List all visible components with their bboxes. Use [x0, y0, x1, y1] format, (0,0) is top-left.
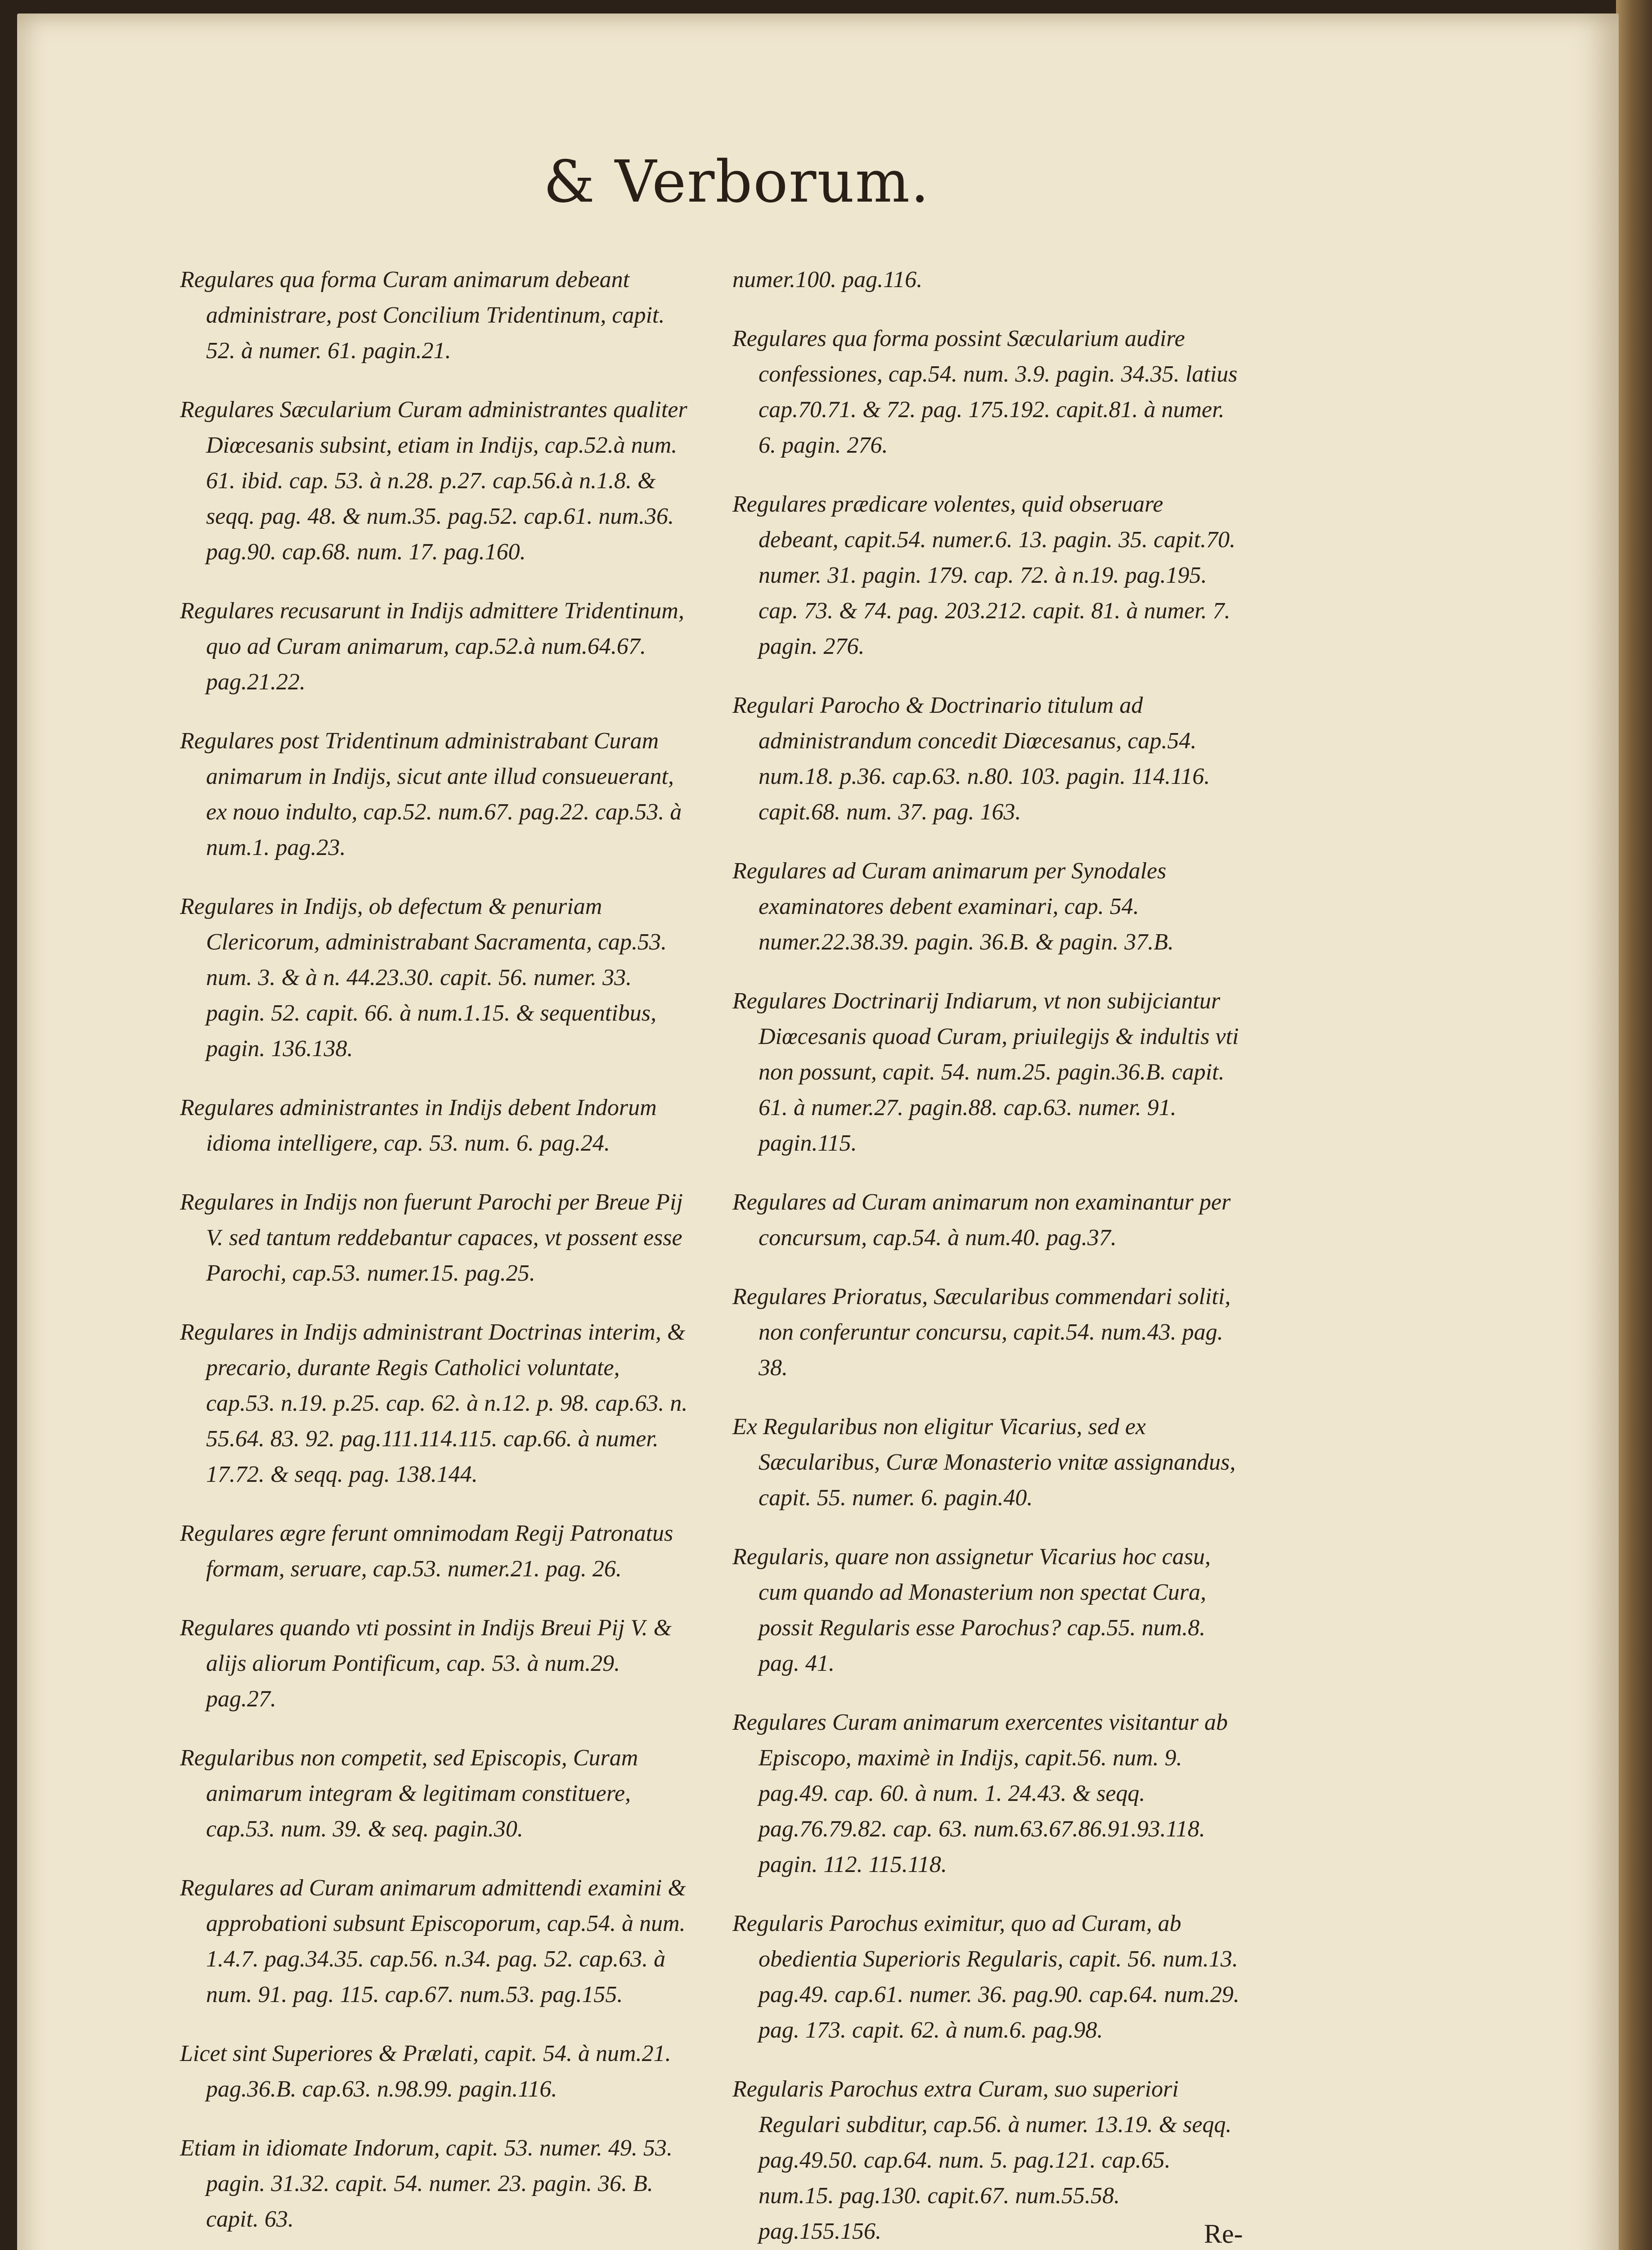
book-page [17, 14, 1619, 2250]
index-entry: Regulares in Indijs administrant Doctrinas interim, & precario, durante Regis Catholici voluntate, cap.53. n.19. p.25. cap. 62. à n.12. p. 98. cap.63. n. 55.64. 83. 92. pag.111.114.115. cap.66. à numer. 17.72. & seqq. pag. 138.144. [180, 1319, 688, 1487]
page-title: & Verborum. [543, 148, 930, 216]
index-entry: Regulares recusarunt in Indijs admittere Tridentinum, quo ad Curam animarum, cap.52.à num.64.67. pag.21.22. [180, 598, 684, 695]
index-entry: Licet sint Superiores & Prælati, capit. 54. à num.21. pag.36.B. cap.63. n.98.99. pagin.116. [180, 2041, 671, 2102]
catchword: Re- [1204, 2219, 1243, 2249]
index-entry: Regulares Doctrinarij Indiarum, vt non subijciantur Diœcesanis quoad Curam, priuilegijs & indultis vti non possunt, capit. 54. num.25. pagin.36.B. capit. 61. à numer.27. pagin.88. cap.63. numer. 91. pagin.115. [732, 988, 1239, 1156]
index-entry: Regulares in Indijs non fuerunt Parochi per Breue Pij V. sed tantum reddebantur capaces, vt possent esse Parochi, cap.53. numer.15. pag.25. [180, 1189, 683, 1286]
index-entry: Regulares qua forma Curam animarum debeant administrare, post Concilium Tridentinum, capit. 52. à numer. 61. pagin.21. [180, 267, 665, 364]
index-entry: Ex Regularibus non eligitur Vicarius, sed ex Sæcularibus, Curæ Monasterio vnitæ assignandus, capit. 55. numer. 6. pagin.40. [732, 1414, 1236, 1511]
index-entry: Regulares qua forma possint Sæcularium audire confessiones, cap.54. num. 3.9. pagin. 34.35. latius cap.70.71. & 72. pag. 175.192. capit.81. à numer. 6. pagin. 276. [732, 326, 1238, 458]
index-entry: Regulares ad Curam animarum per Synodales examinatores debent examinari, cap. 54. numer.22.38.39. pagin. 36.B. & pagin. 37.B. [732, 858, 1174, 955]
index-entry: Regulares quando vti possint in Indijs Breui Pij V. & alijs aliorum Pontificum, cap. 53. à num.29. pag.27. [180, 1615, 672, 1712]
index-entry: Regulares ad Curam animarum admittendi examini & approbationi subsunt Episcoporum, cap.54. à num. 1.4.7. pag.34.35. cap.56. n.34. pag. 52. cap.63. à num. 91. pag. 115. cap.67. num.53. pag.155. [180, 1875, 686, 2007]
index-entry: Regulares prædicare volentes, quid obseruare debeant, capit.54. numer.6. 13. pagin. 35. capit.70. numer. 31. pagin. 179. cap. 72. à n.19. pag.195. cap. 73. & 74. pag. 203.212. capit. 81. à numer. 7. pagin. 276. [732, 491, 1236, 659]
index-entry: Regularis Parochus eximitur, quo ad Curam, ab obedientia Superioris Regularis, capit. 56. num.13. pag.49. cap.61. numer. 36. pag.90. cap.64. num.29. pag. 173. capit. 62. à num.6. pag.98. [732, 1911, 1239, 2043]
index-entry: Regulares ad Curam animarum non examinantur per concursum, cap.54. à num.40. pag.37. [732, 1189, 1231, 1251]
book-edge [1616, 0, 1652, 2250]
index-entry: Regulares post Tridentinum administrabant Curam animarum in Indijs, sicut ante illud consueuerant, ex nouo indulto, cap.52. num.67. pag.22. cap.53. à num.1. pag.23. [180, 728, 682, 860]
index-entry: Regularis Parochus extra Curam, suo superiori Regulari subditur, cap.56. à numer. 13.19. & seqq. pag.49.50. cap.64. num. 5. pag.121. cap.65. num.15. pag.130. capit.67. num.55.58. pag.155.156. [732, 2076, 1232, 2244]
index-column-left [180, 238, 693, 2241]
index-entry: Regulares Prioratus, Sæcularibus commendari soliti, non conferuntur concursu, capit.54. num.43. pag. 38. [732, 1284, 1231, 1381]
index-entry: Regulares in Indijs, ob defectum & penuriam Clericorum, administrabant Sacramenta, cap.53. num. 3. & à n. 44.23.30. capit. 56. numer. 33. pagin. 52. capit. 66. à num.1.15. & sequentibus, pagin. 136.138. [180, 894, 667, 1062]
index-entry: Regulares administrantes in Indijs debent Indorum idioma intelligere, cap. 53. num. 6. pag.24. [180, 1095, 657, 1156]
index-entry: Regulares Sæcularium Curam administrantes qualiter Diœcesanis subsint, etiam in Indijs, cap.52.à num. 61. ibid. cap. 53. à n.28. p.27. cap.56.à n.1.8. & seqq. pag. 48. & num.35. pag.52. cap.61. num.36. pag.90. cap.68. num. 17. pag.160. [180, 397, 687, 565]
index-column-right [732, 238, 1245, 2250]
index-entry: Regulares ægre ferunt omnimodam Regij Patronatus formam, seruare, cap.53. numer.21. pag. 26. [180, 1521, 673, 1582]
index-entry: Regularis, quare non assignetur Vicarius hoc casu, cum quando ad Monasterium non spectat Cura, possit Regularis esse Parochus? cap.55. num.8. pag. 41. [732, 1544, 1211, 1676]
index-entry: Regulari Parocho & Doctrinario titulum ad administrandum concedit Diœcesanus, cap.54. num.18. p.36. cap.63. n.80. 103. pagin. 114.116. capit.68. num. 37. pag. 163. [732, 693, 1210, 825]
index-entry: Regularibus non competit, sed Episcopis, Curam animarum integram & legitimam constituere, cap.53. num. 39. & seq. pagin.30. [180, 1745, 638, 1842]
index-entry: numer.100. pag.116. [732, 267, 923, 292]
index-entry: Regulares Curam animarum exercentes visitantur ab Episcopo, maximè in Indijs, capit.56. num. 9. pag.49. cap. 60. à num. 1. 24.43. & seqq. pag.76.79.82. cap. 63. num.63.67.86.91.93.118. pagin. 112. 115.118. [732, 1710, 1228, 1877]
index-entry: Etiam in idiomate Indorum, capit. 53. numer. 49. 53. pagin. 31.32. capit. 54. numer. 23. pagin. 36. B. capit. 63. [180, 2135, 673, 2232]
